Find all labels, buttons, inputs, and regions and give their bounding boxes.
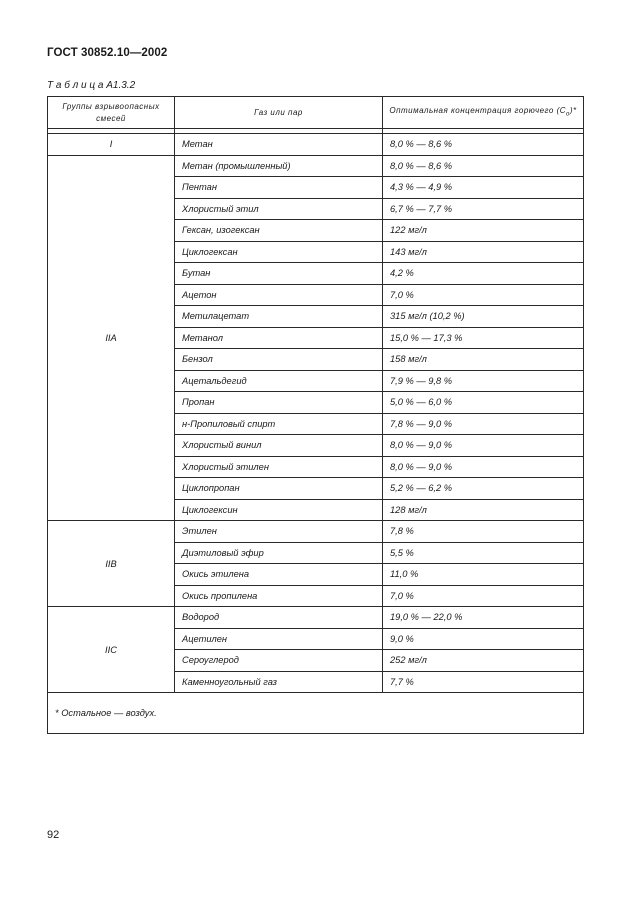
footnote: * Остальное — воздух. (48, 693, 584, 734)
gas-cell: Циклогексин (175, 499, 383, 521)
gas-cell: Хлористый этил (175, 198, 383, 220)
concentration-cell: 5,0 % — 6,0 % (383, 392, 584, 414)
gas-cell: Бутан (175, 263, 383, 285)
gas-cell: Пропан (175, 392, 383, 414)
concentration-cell: 8,0 % — 9,0 % (383, 435, 584, 457)
concentration-cell: 128 мг/л (383, 499, 584, 521)
concentration-cell: 7,9 % — 9,8 % (383, 370, 584, 392)
footnote-row (48, 693, 584, 734)
table-row (48, 521, 584, 543)
concentration-cell: 8,0 % — 9,0 % (383, 456, 584, 478)
page-number: 92 (47, 829, 60, 841)
gas-cell: Окись этилена (175, 564, 383, 586)
concentration-cell: 7,0 % (383, 585, 584, 607)
gas-cell: Метан (промышленный) (175, 155, 383, 177)
gas-cell: Сероуглерод (175, 650, 383, 672)
header-concentration-sub: о (566, 111, 570, 118)
group-cell: IIA (48, 155, 175, 521)
gas-cell: Метанол (175, 327, 383, 349)
table-header-row (48, 97, 584, 129)
gas-concentration-table (47, 96, 584, 734)
concentration-cell: 4,3 % — 4,9 % (383, 177, 584, 199)
concentration-cell: 5,5 % (383, 542, 584, 564)
concentration-cell: 122 мг/л (383, 220, 584, 242)
gas-cell: Ацетилен (175, 628, 383, 650)
gas-cell: Окись пропилена (175, 585, 383, 607)
concentration-cell: 15,0 % — 17,3 % (383, 327, 584, 349)
gas-cell: н-Пропиловый спирт (175, 413, 383, 435)
gas-cell: Циклопропан (175, 478, 383, 500)
concentration-cell: 7,8 % — 9,0 % (383, 413, 584, 435)
gas-cell: Водород (175, 607, 383, 629)
concentration-cell: 8,0 % — 8,6 % (383, 155, 584, 177)
header-group: Группы взрывоопасных смесей (48, 97, 175, 129)
gas-cell: Пентан (175, 177, 383, 199)
gas-cell: Каменноугольный газ (175, 671, 383, 693)
concentration-cell: 158 мг/л (383, 349, 584, 371)
group-cell: IIC (48, 607, 175, 693)
gas-cell: Метан (175, 134, 383, 156)
gas-cell: Ацетальдегид (175, 370, 383, 392)
gas-cell: Ацетон (175, 284, 383, 306)
header-concentration (383, 97, 584, 129)
concentration-cell: 11,0 % (383, 564, 584, 586)
concentration-cell: 252 мг/л (383, 650, 584, 672)
gas-cell: Хлористый винил (175, 435, 383, 457)
gas-cell: Хлористый этилен (175, 456, 383, 478)
gas-cell: Бензол (175, 349, 383, 371)
header-concentration-suffix: )* (569, 105, 577, 115)
group-cell: I (48, 134, 175, 156)
concentration-cell: 5,2 % — 6,2 % (383, 478, 584, 500)
table-row (48, 607, 584, 629)
concentration-cell: 7,7 % (383, 671, 584, 693)
gas-cell: Циклогексан (175, 241, 383, 263)
table-label: Т а б л и ц а А1.3.2 (47, 80, 136, 91)
document-id: ГОСТ 30852.10—2002 (47, 47, 168, 59)
group-cell: IIB (48, 521, 175, 607)
concentration-cell: 6,7 % — 7,7 % (383, 198, 584, 220)
table-row (48, 155, 584, 177)
concentration-cell: 143 мг/л (383, 241, 584, 263)
header-concentration-text: Оптимальная концентрация горючего (С (389, 105, 567, 115)
concentration-cell: 315 мг/л (10,2 %) (383, 306, 584, 328)
gas-cell: Гексан, изогексан (175, 220, 383, 242)
concentration-cell: 7,0 % (383, 284, 584, 306)
table-row (48, 134, 584, 156)
table-body (48, 134, 584, 693)
gas-cell: Метилацетат (175, 306, 383, 328)
concentration-cell: 19,0 % — 22,0 % (383, 607, 584, 629)
gas-cell: Диэтиловый эфир (175, 542, 383, 564)
header-gas: Газ или пар (175, 97, 383, 129)
concentration-cell: 9,0 % (383, 628, 584, 650)
gas-cell: Этилен (175, 521, 383, 543)
concentration-cell: 4,2 % (383, 263, 584, 285)
concentration-cell: 8,0 % — 8,6 % (383, 134, 584, 156)
concentration-cell: 7,8 % (383, 521, 584, 543)
